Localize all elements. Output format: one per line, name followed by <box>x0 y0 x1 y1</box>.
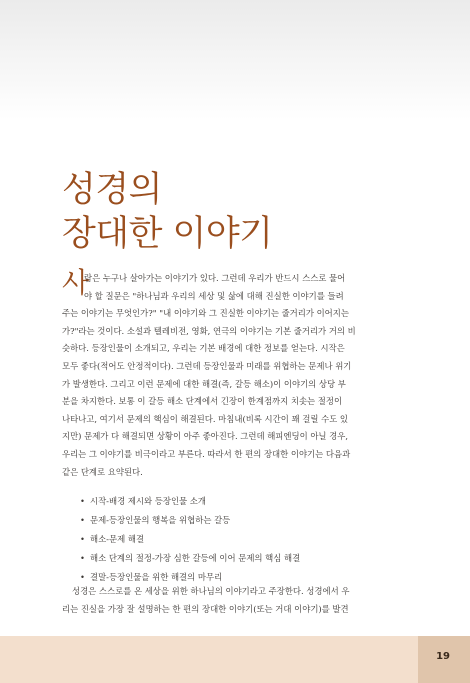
list-item-text: 결말-등장인물을 위한 해결의 마무리 <box>90 572 223 582</box>
bullet-icon: • <box>80 553 85 563</box>
list-item-text: 문제-등장인물의 행복을 위협하는 갈등 <box>90 515 231 525</box>
intro-line: 야 할 질문은 "하나님과 우리의 세상 및 삶에 대해 진실한 이야기를 들려 <box>84 290 344 301</box>
closing-line: 성경은 스스로를 온 세상을 위한 하나님의 이야기라고 주장한다. 성경에서 우 <box>72 586 350 596</box>
intro-line: 우리는 그 이야기를 비극이라고 부른다. 따라서 한 편의 장대한 이야기는 다음과 <box>62 448 351 459</box>
header-shade <box>0 0 470 120</box>
page-title <box>62 168 273 256</box>
page-number: 19 <box>436 651 450 662</box>
stage-list <box>80 492 300 587</box>
title-line-1: 성경의 <box>62 170 162 210</box>
intro-line: 같은 단계로 요약된다. <box>62 466 143 477</box>
intro-line: 모두 좋다(적어도 안정적이다). 그런데 등장인물과 미래를 위협하는 문제나 위기 <box>62 360 352 371</box>
intro-line: 분을 차지한다. 보통 이 갈등 해소 단계에서 긴장이 한계점까지 치솟는 절정이 <box>62 396 343 407</box>
intro-line: 주는 이야기는 무엇인가?" "내 이야기와 그 진실한 이야기는 줄거리가 이어지는 <box>62 308 349 319</box>
list-item <box>80 549 300 568</box>
title-line-2: 장대한 이야기 <box>62 214 273 254</box>
bullet-icon: • <box>80 515 85 525</box>
bullet-icon: • <box>80 572 85 582</box>
intro-paragraph <box>62 266 402 481</box>
list-item-text: 시작-배경 제시와 등장인물 소개 <box>90 496 206 506</box>
closing-paragraph <box>62 582 402 618</box>
list-item-text: 해소 단계의 절정-가장 심한 갈등에 이어 문제의 핵심 해결 <box>90 553 301 563</box>
bullet-icon: • <box>80 534 85 544</box>
intro-line: 가 발생한다. 그리고 이런 문제에 대한 해결(즉, 갈등 해소)이 이야기의 상당 부 <box>62 378 346 389</box>
intro-line: 슷하다. 등장인물이 소개되고, 우리는 기본 배경에 대한 정보를 얻는다. 시작은 <box>62 343 345 354</box>
list-item-text: 해소-문제 해결 <box>90 534 145 544</box>
list-item <box>80 530 300 549</box>
footer-band <box>0 636 470 683</box>
list-item <box>80 511 300 530</box>
intro-line: 나타나고, 여기서 문제의 핵심이 해결된다. 마침내(비록 시간이 꽤 걸릴 수도 있 <box>62 413 349 424</box>
intro-line: 가?"라는 것이다. 소설과 텔레비전, 영화, 연극의 이야기는 기본 줄거리가 거의 비 <box>62 325 356 336</box>
list-item <box>80 492 300 511</box>
drop-cap: 사 <box>62 266 90 299</box>
bullet-icon: • <box>80 496 85 506</box>
intro-line: 지만) 문제가 다 해결되면 상황이 아주 좋아진다. 그런데 해피엔딩이 아닐 경우, <box>62 431 349 442</box>
closing-line: 리는 진실을 가장 잘 설명하는 한 편의 장대한 이야기(또는 거대 이야기)를 발견 <box>62 604 349 614</box>
intro-line: 람은 누구나 살아가는 이야기가 있다. 그런데 우리가 반드시 스스로 물어 <box>84 273 346 283</box>
